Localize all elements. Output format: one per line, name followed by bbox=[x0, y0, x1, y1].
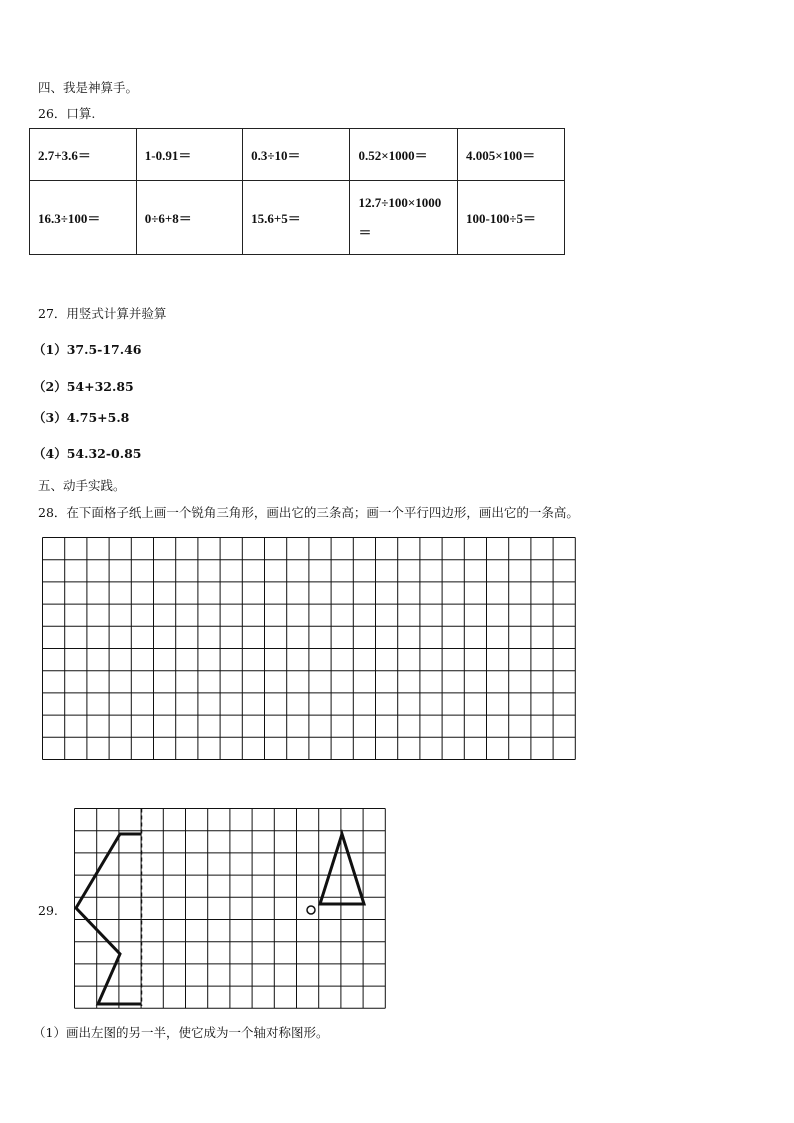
table-cell: 15.6+5＝ bbox=[243, 181, 350, 255]
q29-grid-figure bbox=[74, 808, 389, 1009]
table-cell: 2.7+3.6＝ bbox=[30, 129, 137, 181]
table-cell: 16.3÷100＝ bbox=[30, 181, 137, 255]
question-26-label: 26．口算. bbox=[38, 106, 96, 121]
table-cell: 4.005×100＝ bbox=[458, 129, 565, 181]
problem-item-4: （4）54.32-0.85 bbox=[33, 446, 142, 461]
section-5-heading: 五、动手实践。 bbox=[38, 478, 126, 493]
cell-line-1: 12.7÷100×1000 bbox=[358, 194, 442, 210]
question-27-label: 27．用竖式计算并验算 bbox=[38, 306, 167, 321]
section-4-heading: 四、我是神算手。 bbox=[38, 80, 139, 95]
problem-item-1: （1）37.5-17.46 bbox=[33, 342, 142, 357]
table-cell: 0.52×1000＝ bbox=[350, 129, 458, 181]
table-cell-two-line bbox=[350, 181, 458, 255]
rotation-point-circle bbox=[307, 906, 315, 914]
mental-arithmetic-table bbox=[29, 128, 565, 255]
table-row bbox=[30, 129, 565, 181]
table-cell: 100-100÷5＝ bbox=[458, 181, 565, 255]
problem-item-3: （3）4.75+5.8 bbox=[33, 410, 130, 425]
table-cell: 1-0.91＝ bbox=[136, 129, 242, 181]
table-cell: 0.3÷10＝ bbox=[243, 129, 350, 181]
triangle-shape bbox=[320, 834, 364, 904]
question-28-label: 28．在下面格子纸上画一个锐角三角形，画出它的三条高；画一个平行四边形，画出它的一条高。 bbox=[38, 505, 579, 520]
question-29-sub-1: （1）画出左图的另一半，使它成为一个轴对称图形。 bbox=[33, 1025, 329, 1040]
problem-item-2: （2）54+32.85 bbox=[33, 379, 134, 394]
question-29-label: 29. bbox=[38, 903, 58, 918]
table-row bbox=[30, 181, 565, 255]
cell-line-2: ＝ bbox=[358, 224, 372, 240]
table-cell: 0÷6+8＝ bbox=[136, 181, 242, 255]
q28-grid-paper bbox=[42, 537, 580, 762]
